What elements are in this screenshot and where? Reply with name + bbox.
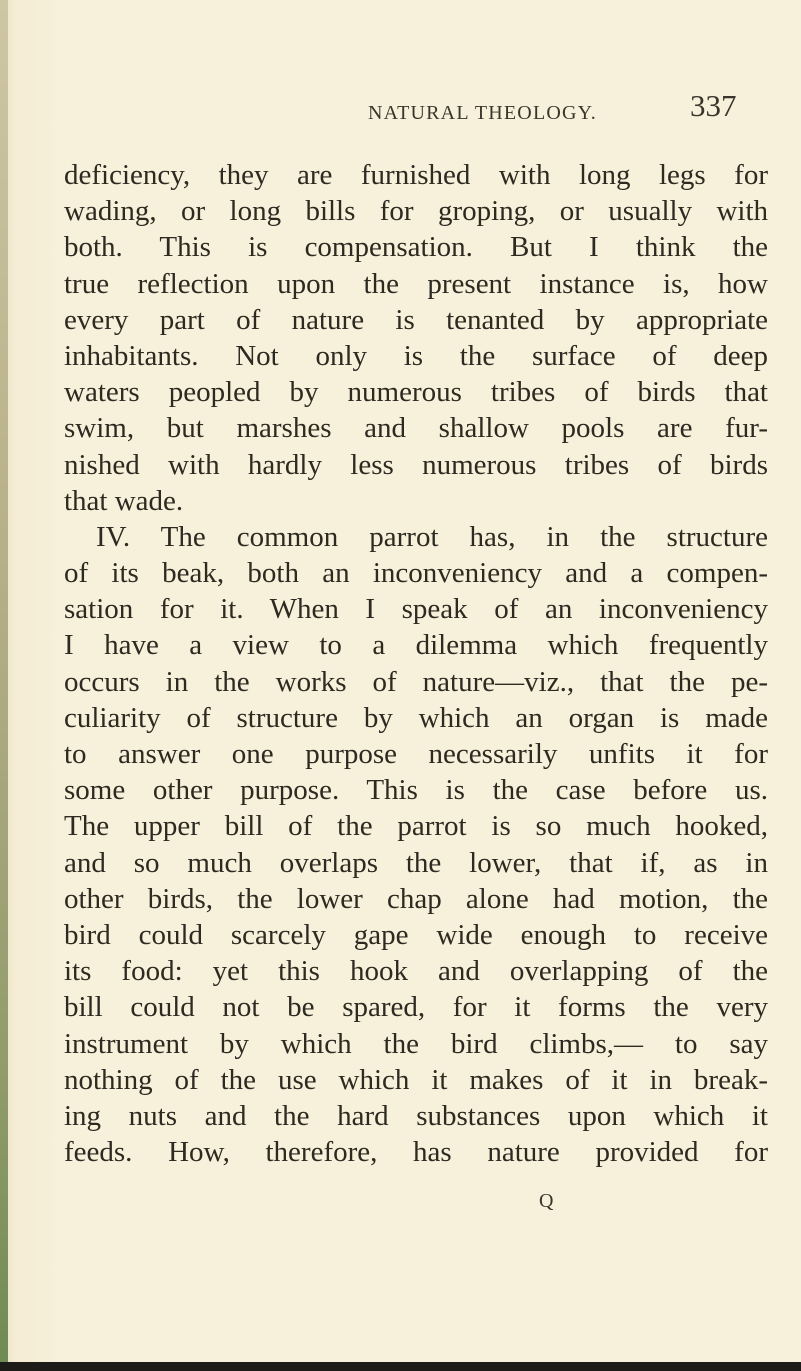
text-line: every part of nature is tenanted by appropriate <box>64 303 768 336</box>
page-number: 337 <box>690 88 737 123</box>
text-line: nothing of the use which it makes of it in break- <box>64 1063 768 1096</box>
text-line: swim, but marshes and shallow pools are fur- <box>64 412 768 445</box>
text-line: deficiency, they are furnished with long legs for <box>64 159 768 191</box>
text-line: culiarity of structure by which an organ is made <box>64 701 768 734</box>
text-line: instrument by which the bird climbs,— to say <box>64 1027 768 1060</box>
running-head <box>0 88 801 128</box>
text-line: both. This is compensation. But I think the <box>64 231 768 264</box>
text-line: wading, or long bills for groping, or usually with <box>64 195 768 228</box>
text-line: nished with hardly less numerous tribes of birds <box>64 448 768 481</box>
text-line: inhabitants. Not only is the surface of deep <box>64 339 768 372</box>
page-bottom-edge <box>0 1362 801 1371</box>
text-line: that wade. <box>64 484 184 517</box>
body-text <box>64 157 768 1170</box>
text-line: feeds. How, therefore, has nature provided for <box>64 1136 768 1169</box>
text-line: sation for it. When I speak of an inconveniency <box>64 593 768 626</box>
text-line: of its beak, both an inconveniency and a compen- <box>64 557 768 590</box>
text-line: to answer one purpose necessarily unfits it for <box>64 738 768 770</box>
text-line: ing nuts and the hard substances upon which it <box>64 1099 768 1132</box>
text-line: bird could scarcely gape wide enough to receive <box>64 918 768 951</box>
text-line: bill could not be spared, for it forms the very <box>64 991 768 1024</box>
text-line: some other purpose. This is the case before us. <box>64 774 768 807</box>
page-gutter-edge <box>0 0 8 1371</box>
text-line: waters peopled by numerous tribes of birds that <box>64 376 768 409</box>
paragraph-first-line: IV. The common parrot has, in the structure <box>96 520 768 553</box>
signature-mark: Q <box>539 1190 554 1212</box>
text-line: I have a view to a dilemma which frequently <box>64 629 768 662</box>
text-line: its food: yet this hook and overlapping of the <box>64 955 768 988</box>
text-line: and so much overlaps the lower, that if, as in <box>64 846 768 879</box>
text-line: true reflection upon the present instance is, how <box>64 267 768 300</box>
text-line: The upper bill of the parrot is so much hooked, <box>64 810 768 843</box>
text-line: other birds, the lower chap alone had motion, the <box>64 882 768 915</box>
text-line: occurs in the works of nature—viz., that the pe- <box>64 665 768 698</box>
running-title: NATURAL THEOLOGY. <box>368 102 597 124</box>
